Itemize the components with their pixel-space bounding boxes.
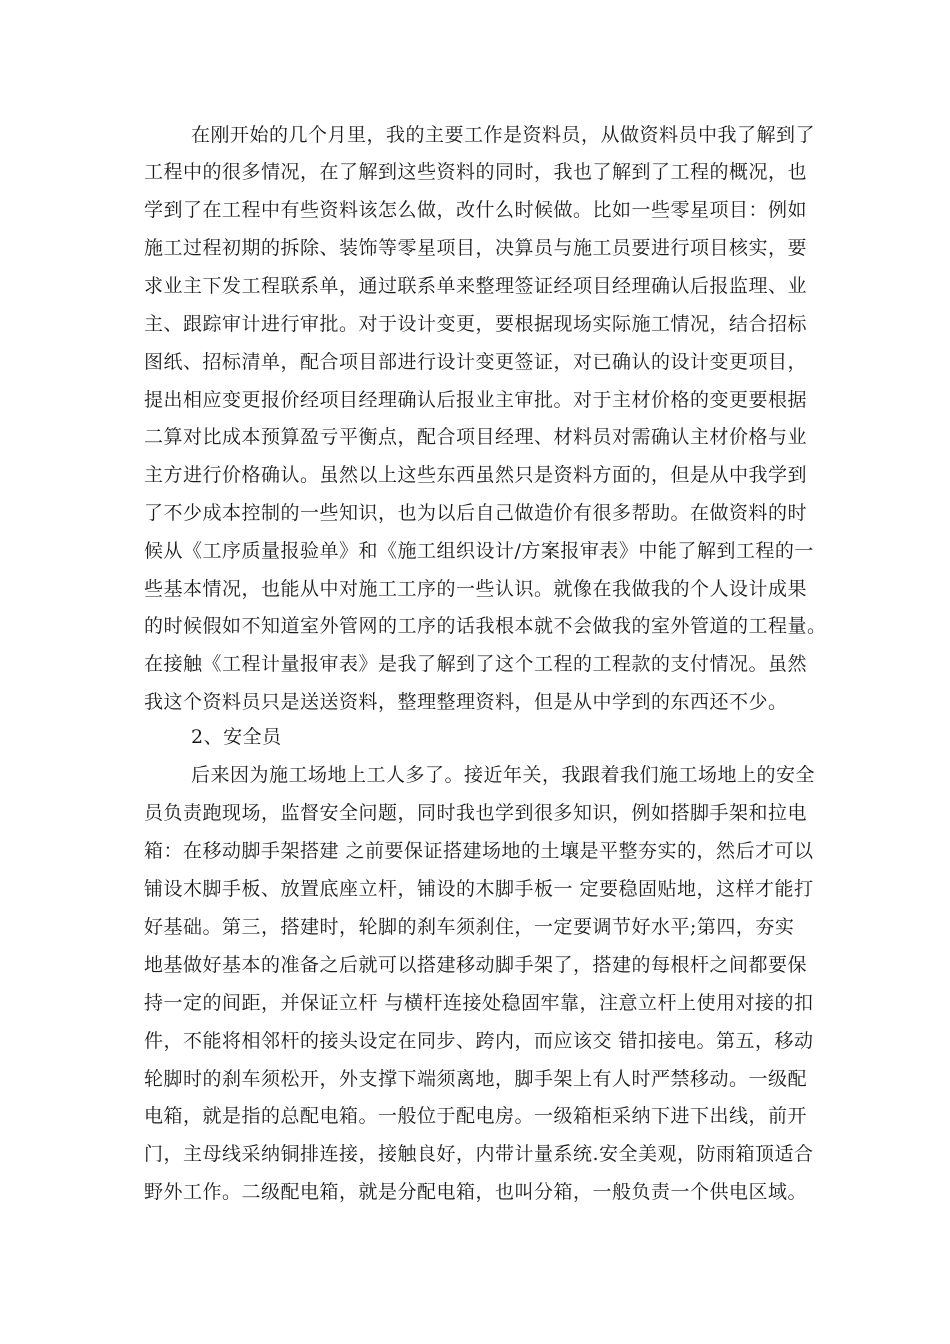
text-line: 些基本情况，也能从中对施工工序的一些认识。就像在我做我的个人设计成果 xyxy=(144,578,808,600)
text-line: 主方进行价格确认。虽然以上这些东西虽然只是资料方面的，但是从中我学到 xyxy=(144,464,808,486)
text-line: 在接触《工程计量报审表》是我了解到了这个工程的工程款的支付情况。虽然 xyxy=(144,653,808,675)
text-line: 图纸、招标清单，配合项目部进行设计变更签证，对已确认的设计变更项目， xyxy=(144,351,808,373)
text-line: 铺设木脚手板、放置底座立杆，铺设的木脚手板一 定要稳固贴地，这样才能打 xyxy=(144,878,814,900)
text-line: 工程中的很多情况，在了解到这些资料的同时，我也了解到了工程的概况，也 xyxy=(144,161,808,183)
text-line: 学到了在工程中有些资料该怎么做，改什么时候做。比如一些零星项目：例如 xyxy=(144,199,808,221)
text-line: 轮脚时的刹车须松开，外支撑下端须离地，脚手架上有人时严禁移动。一级配 xyxy=(144,1068,808,1090)
section-heading: 2、安全员 xyxy=(191,726,282,748)
text-line: 候从《工序质量报验单》和《施工组织设计/方案报审表》中能了解到工程的一 xyxy=(144,540,814,562)
text-line: 提出相应变更报价经项目经理确认后报业主审批。对于主材价格的变更要根据 xyxy=(144,389,808,411)
text-line: 主、跟踪审计进行审批。对于设计变更，要根据现场实际施工情况，结合招标 xyxy=(144,313,808,335)
text-line: 门，主母线采纳铜排连接，接触良好，内带计量系统.安全美观，防雨箱顶适合 xyxy=(144,1143,814,1165)
text-line: 地基做好基本的准备之后就可以搭建移动脚手架了，搭建的每根杆之间都要保 xyxy=(144,954,808,976)
text-line: 持一定的间距，并保证立杆 与横杆连接处稳固牢靠，注意立杆上使用对接的扣 xyxy=(144,992,814,1014)
text-line: 二算对比成本预算盈亏平衡点，配合项目经理、材料员对需确认主材价格与业 xyxy=(144,426,808,448)
text-line: 后来因为施工场地上工人多了。接近年关，我跟着我们施工场地上的安全 xyxy=(191,764,816,786)
text-line: 野外工作。二级配电箱，就是分配电箱，也叫分箱，一般负责一个供电区域。 xyxy=(144,1181,808,1203)
text-line: 件，不能将相邻杆的接头设定在同步、跨内，而应该交 错扣接电。第五，移动 xyxy=(144,1030,814,1052)
text-line: 了不少成本控制的一些知识，也为以后自己做造价有很多帮助。在做资料的时 xyxy=(144,502,808,524)
text-line: 箱：在移动脚手架搭建 之前要保证搭建场地的土壤是平整夯实的，然后才可以 xyxy=(144,840,814,862)
text-line: 的时候假如不知道室外管网的工序的话我根本就不会做我的室外管道的工程量。 xyxy=(144,615,827,637)
text-line: 员负责跑现场，监督安全问题，同时我也学到很多知识，例如搭脚手架和拉电 xyxy=(144,802,808,824)
text-line: 求业主下发工程联系单，通过联系单来整理签证经项目经理确认后报监理、业 xyxy=(144,275,808,297)
text-line: 我这个资料员只是送送资料，整理整理资料，但是从中学到的东西还不少。 xyxy=(144,691,788,713)
text-line: 电箱，就是指的总配电箱。一般位于配电房。一级箱柜采纳下进下出线，前开 xyxy=(144,1105,808,1127)
text-line: 好基础。第三，搭建时，轮脚的刹车须刹住，一定要调节好水平;第四，夯实 xyxy=(144,916,795,938)
text-line: 施工过程初期的拆除、装饰等零星项目，决算员与施工员要进行项目核实，要 xyxy=(144,237,808,259)
text-line: 在刚开始的几个月里，我的主要工作是资料员，从做资料员中我了解到了 xyxy=(191,124,816,146)
